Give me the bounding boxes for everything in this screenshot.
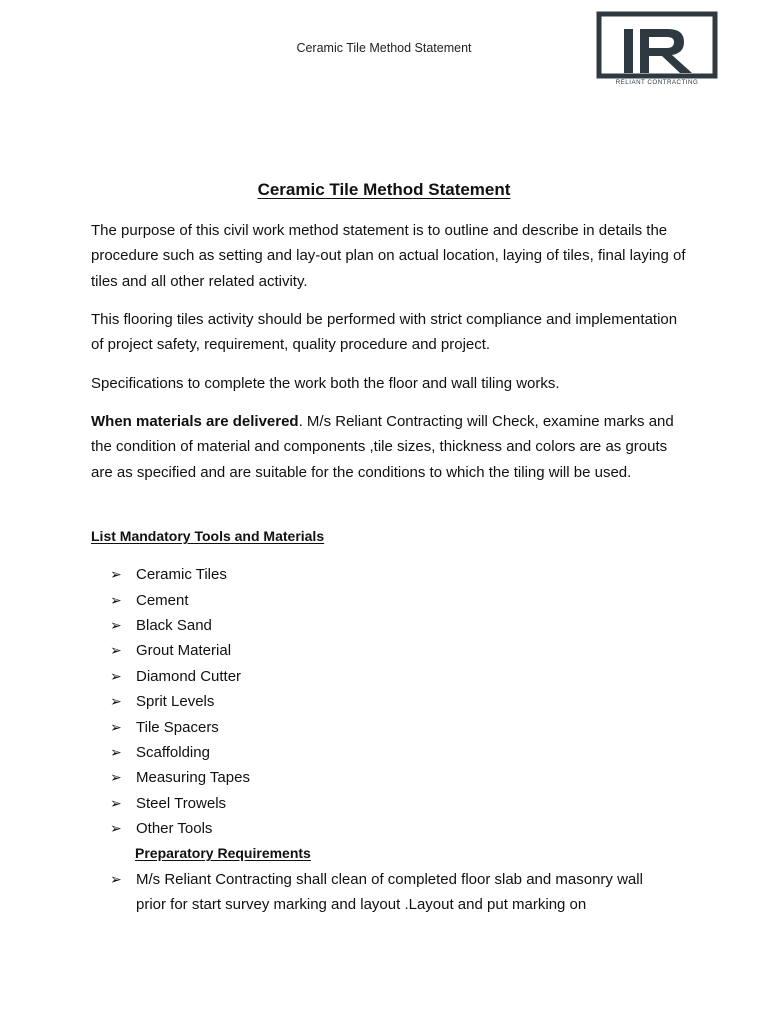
list-item — [110, 664, 250, 689]
tool-label: Sprit Levels — [136, 693, 215, 711]
list-item — [110, 740, 250, 765]
tool-label: Scaffolding — [136, 743, 210, 761]
tool-label: Grout Material — [136, 642, 232, 660]
list-item — [110, 714, 250, 739]
list-item — [110, 587, 250, 612]
tool-label: Tile Spacers — [136, 718, 219, 736]
preparatory-heading: Preparatory Requirements — [135, 845, 311, 861]
arrow-bullet-icon: ➢ — [110, 769, 122, 786]
tool-label: Black Sand — [136, 616, 212, 634]
tool-label: Steel Trowels — [136, 794, 227, 812]
logo-text: RELIANT CONTRACTING — [615, 79, 699, 86]
tools-list — [110, 562, 250, 841]
arrow-bullet-icon: ➢ — [110, 591, 122, 608]
reliant-contracting-logo — [596, 11, 720, 87]
list-item — [110, 613, 250, 638]
running-header: Ceramic Tile Method Statement — [296, 41, 472, 55]
arrow-bullet-icon: ➢ — [110, 667, 122, 684]
prep-item-text: M/s Reliant Contracting shall clean of completed floor slab and masonry wall prior for start survey marking and layout .Layout and put marking on — [136, 871, 643, 914]
delivery-lead: When materials are delivered — [91, 413, 299, 430]
arrow-bullet-icon: ➢ — [110, 718, 122, 735]
paragraph-delivery — [91, 409, 691, 485]
arrow-bullet-icon: ➢ — [110, 616, 122, 633]
list-item — [110, 562, 250, 587]
tools-heading: List Mandatory Tools and Materials — [91, 528, 325, 544]
document-title: Ceramic Tile Method Statement — [257, 180, 511, 199]
arrow-bullet-icon: ➢ — [110, 743, 122, 760]
arrow-bullet-icon: ➢ — [110, 871, 122, 887]
list-item — [110, 638, 250, 663]
delivery-text: . M/s Reliant Contracting will Check, examine marks and the condition of material and components ,tile sizes, thickness and colors are as grouts are as specified and are suitable for the conditions to which the tiling will be used. — [91, 413, 674, 481]
arrow-bullet-icon: ➢ — [110, 642, 122, 659]
arrow-bullet-icon: ➢ — [110, 794, 122, 811]
arrow-bullet-icon: ➢ — [110, 820, 122, 837]
paragraph-compliance: This flooring tiles activity should be performed with strict compliance and implementation of project safety, requirement, quality procedure and project. — [91, 311, 678, 354]
tool-label: Other Tools — [136, 820, 213, 838]
list-item — [110, 689, 250, 714]
list-item — [110, 765, 250, 790]
paragraph-specifications: Specifications to complete the work both the floor and wall tiling works. — [91, 375, 560, 392]
tool-label: Cement — [136, 591, 189, 609]
list-item — [110, 816, 250, 841]
list-item — [110, 791, 250, 816]
list-item — [110, 867, 670, 918]
tool-label: Diamond Cutter — [136, 667, 242, 685]
paragraph-purpose: The purpose of this civil work method statement is to outline and describe in details the procedure such as setting and lay-out plan on actual location, laying of tiles, final laying of tiles and all other related activity. — [91, 222, 686, 290]
arrow-bullet-icon: ➢ — [110, 693, 122, 710]
tool-label: Measuring Tapes — [136, 769, 250, 787]
tool-label: Ceramic Tiles — [136, 566, 227, 584]
arrow-bullet-icon: ➢ — [110, 566, 122, 583]
